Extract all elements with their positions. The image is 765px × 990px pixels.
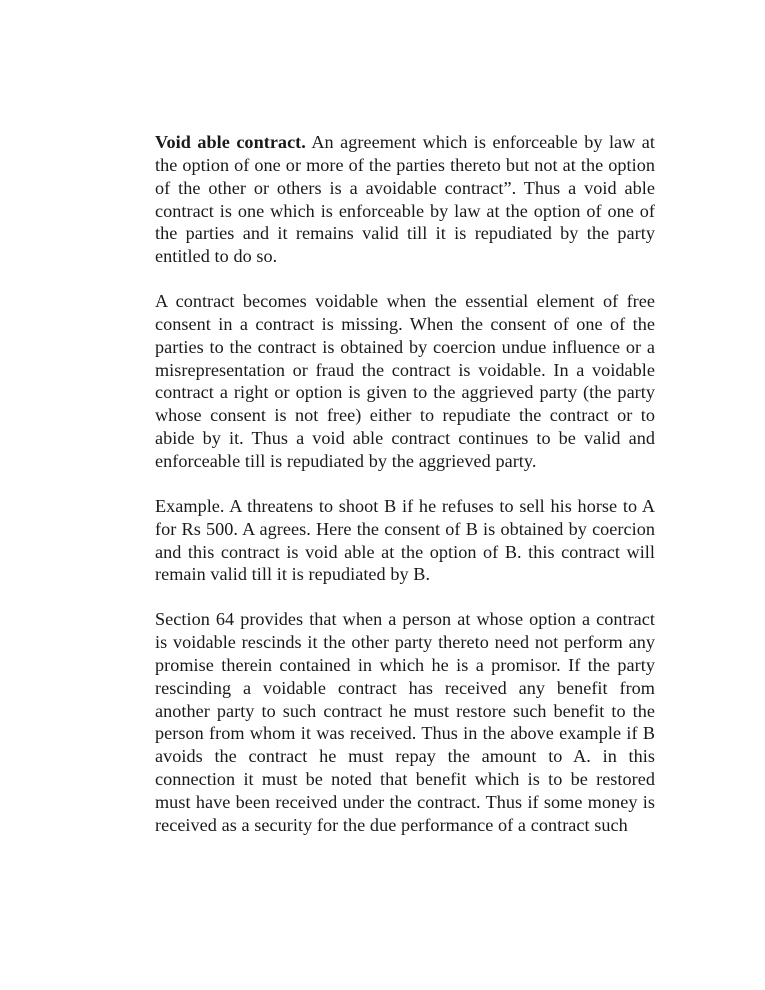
paragraph-body-text: A contract becomes voidable when the essential element of free consent in a contract is missing. When the consent of one of the parties to the contract is obtained by coercion undue influence or a misrepresentation or fraud the contract is voidable. In a voidable contract a right or option is given to the aggrieved party (the party whose consent is not free) either to repudiate the contract or to abide by it. Thus a void able contract continues to be valid and enforceable till is repudiated by the aggrieved party. [155, 291, 655, 471]
bold-lead-in-term: Void able contract. [155, 132, 306, 152]
paragraph-body-text: Example. A threatens to shoot B if he refuses to sell his horse to A for Rs 500. A agrees. Here the consent of B is obtained by coercion and this contract is void able at the option of B. this contract will remain valid till it is repudiated by B. [155, 495, 655, 585]
paragraph-body-text: Section 64 provides that when a person at whose option a contract is voidable rescinds it the other party thereto need not perform any promise therein contained in which he is a promisor. If the party rescinding a voidable contract has received any benefit from another party to such contract he must restore such benefit to the person from whom it was received. Thus in the above example if B avoids the contract he must repay the amount to A. in this connection it must be noted that benefit which is to be restored must have been received under the contract. Thus if some money is received as a security for the due performance of a contract such [155, 609, 655, 835]
paragraph-section-64-rescission [155, 608, 655, 836]
paragraph-void-able-contract-definition [155, 131, 655, 268]
paragraph-when-contract-becomes-voidable [155, 290, 655, 473]
paragraph-body-text: An agreement which is enforceable by law at the option of one or more of the parties thereto but not at the option of the other or others is a avoidable contract”. Thus a void able contract is one which is enforceable by law at the option of one of the parties and it remains valid till it is repudiated by the party entitled to do so. [155, 132, 656, 267]
paragraph-example-threat-to-shoot [155, 495, 655, 586]
body-text-column [155, 131, 655, 837]
